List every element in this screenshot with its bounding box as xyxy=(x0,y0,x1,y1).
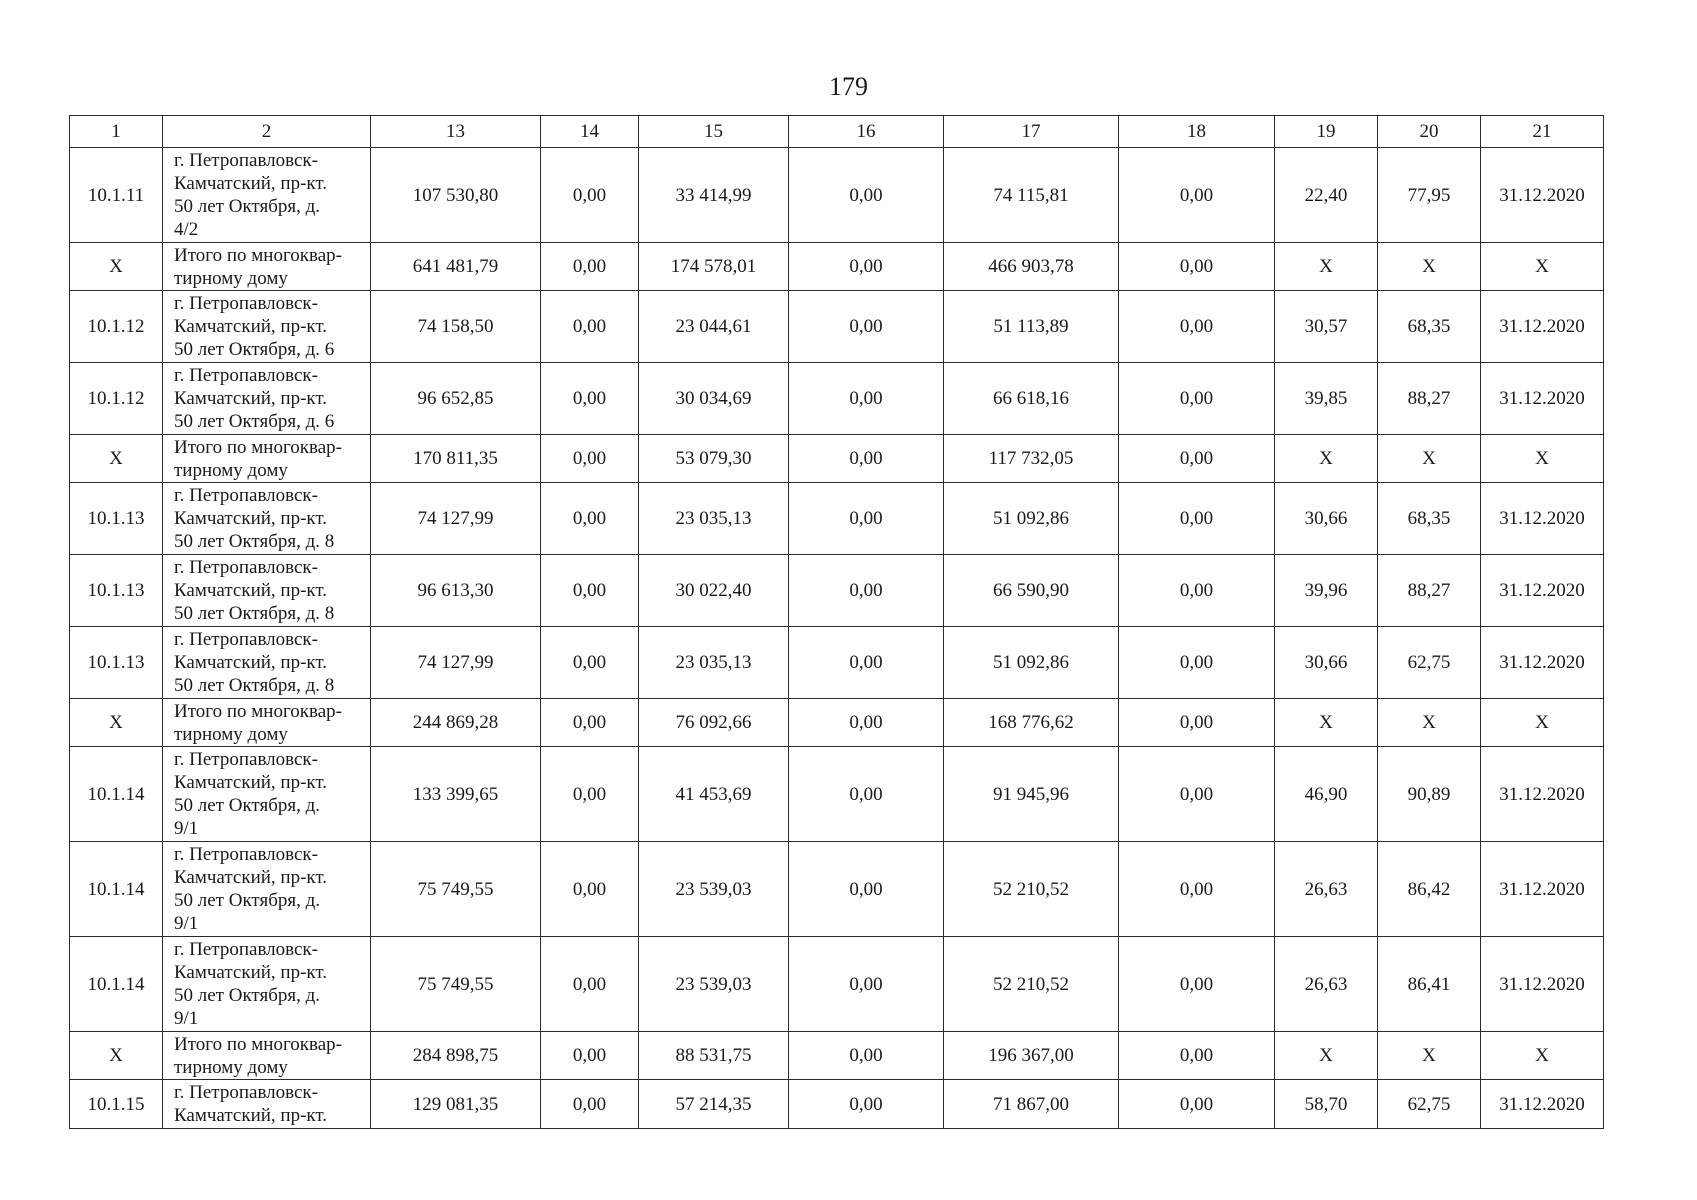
col16-cell: 0,00 xyxy=(789,363,944,435)
col16-cell: 0,00 xyxy=(789,483,944,555)
col20-cell: 86,42 xyxy=(1378,842,1481,937)
col17-cell: 52 210,52 xyxy=(944,842,1119,937)
table-row xyxy=(70,937,1604,1032)
address-cell: г. Петропавловск- Камчатский, пр-кт. 50 лет Октября, д. 8 xyxy=(163,555,371,627)
table-row xyxy=(70,627,1604,699)
date-cell: X xyxy=(1481,243,1604,291)
col15-cell: 23 044,61 xyxy=(639,291,789,363)
col16-cell: 0,00 xyxy=(789,1080,944,1129)
col17-cell: 196 367,00 xyxy=(944,1032,1119,1080)
col14-cell: 0,00 xyxy=(541,291,639,363)
col18-cell: 0,00 xyxy=(1119,148,1275,243)
col13-cell: 74 127,99 xyxy=(371,483,541,555)
col17-cell: 51 092,86 xyxy=(944,483,1119,555)
col13-cell: 170 811,35 xyxy=(371,435,541,483)
address-cell: Итого по многоквар- тирному дому xyxy=(163,435,371,483)
column-header-15: 15 xyxy=(639,116,789,148)
row-number-cell: 10.1.14 xyxy=(70,747,163,842)
col13-cell: 96 613,30 xyxy=(371,555,541,627)
col13-cell: 74 127,99 xyxy=(371,627,541,699)
col17-cell: 466 903,78 xyxy=(944,243,1119,291)
col20-cell: 77,95 xyxy=(1378,148,1481,243)
col15-cell: 23 539,03 xyxy=(639,842,789,937)
col19-cell: X xyxy=(1275,699,1378,747)
table-row xyxy=(70,148,1604,243)
column-header-2: 2 xyxy=(163,116,371,148)
col14-cell: 0,00 xyxy=(541,483,639,555)
row-number-cell: 10.1.13 xyxy=(70,555,163,627)
col16-cell: 0,00 xyxy=(789,627,944,699)
col17-cell: 168 776,62 xyxy=(944,699,1119,747)
col19-cell: 26,63 xyxy=(1275,937,1378,1032)
row-number-cell: 10.1.15 xyxy=(70,1080,163,1129)
col14-cell: 0,00 xyxy=(541,1080,639,1129)
col20-cell: 68,35 xyxy=(1378,483,1481,555)
date-cell: 31.12.2020 xyxy=(1481,363,1604,435)
column-header-1: 1 xyxy=(70,116,163,148)
column-header-17: 17 xyxy=(944,116,1119,148)
address-cell: г. Петропавловск- Камчатский, пр-кт. xyxy=(163,1080,371,1129)
col13-cell: 96 652,85 xyxy=(371,363,541,435)
col18-cell: 0,00 xyxy=(1119,842,1275,937)
col17-cell: 71 867,00 xyxy=(944,1080,1119,1129)
col16-cell: 0,00 xyxy=(789,291,944,363)
col15-cell: 23 539,03 xyxy=(639,937,789,1032)
col13-cell: 74 158,50 xyxy=(371,291,541,363)
header-row xyxy=(70,116,1604,148)
data-table xyxy=(69,115,1604,1129)
page-number: 179 xyxy=(829,72,868,101)
col14-cell: 0,00 xyxy=(541,243,639,291)
column-header-20: 20 xyxy=(1378,116,1481,148)
col19-cell: X xyxy=(1275,243,1378,291)
date-cell: 31.12.2020 xyxy=(1481,747,1604,842)
col20-cell: 68,35 xyxy=(1378,291,1481,363)
col18-cell: 0,00 xyxy=(1119,555,1275,627)
col14-cell: 0,00 xyxy=(541,148,639,243)
address-cell: г. Петропавловск- Камчатский, пр-кт. 50 лет Октября, д. 9/1 xyxy=(163,747,371,842)
col15-cell: 174 578,01 xyxy=(639,243,789,291)
table-row xyxy=(70,1032,1604,1080)
col18-cell: 0,00 xyxy=(1119,937,1275,1032)
col18-cell: 0,00 xyxy=(1119,363,1275,435)
col20-cell: X xyxy=(1378,243,1481,291)
col18-cell: 0,00 xyxy=(1119,483,1275,555)
col13-cell: 129 081,35 xyxy=(371,1080,541,1129)
row-number-cell: 10.1.13 xyxy=(70,627,163,699)
date-cell: X xyxy=(1481,435,1604,483)
row-number-cell: 10.1.13 xyxy=(70,483,163,555)
col14-cell: 0,00 xyxy=(541,627,639,699)
row-number-cell: 10.1.14 xyxy=(70,937,163,1032)
col14-cell: 0,00 xyxy=(541,699,639,747)
col16-cell: 0,00 xyxy=(789,747,944,842)
column-header-18: 18 xyxy=(1119,116,1275,148)
col14-cell: 0,00 xyxy=(541,555,639,627)
col19-cell: 22,40 xyxy=(1275,148,1378,243)
col15-cell: 88 531,75 xyxy=(639,1032,789,1080)
col15-cell: 30 022,40 xyxy=(639,555,789,627)
date-cell: 31.12.2020 xyxy=(1481,291,1604,363)
col19-cell: 39,96 xyxy=(1275,555,1378,627)
table-row xyxy=(70,747,1604,842)
col15-cell: 53 079,30 xyxy=(639,435,789,483)
column-header-14: 14 xyxy=(541,116,639,148)
row-number-cell: X xyxy=(70,435,163,483)
date-cell: 31.12.2020 xyxy=(1481,148,1604,243)
col17-cell: 66 618,16 xyxy=(944,363,1119,435)
col18-cell: 0,00 xyxy=(1119,627,1275,699)
col20-cell: 62,75 xyxy=(1378,627,1481,699)
col13-cell: 75 749,55 xyxy=(371,842,541,937)
col13-cell: 244 869,28 xyxy=(371,699,541,747)
date-cell: 31.12.2020 xyxy=(1481,1080,1604,1129)
col15-cell: 33 414,99 xyxy=(639,148,789,243)
table-row xyxy=(70,1080,1604,1129)
col14-cell: 0,00 xyxy=(541,363,639,435)
col14-cell: 0,00 xyxy=(541,747,639,842)
col18-cell: 0,00 xyxy=(1119,1032,1275,1080)
column-header-13: 13 xyxy=(371,116,541,148)
col13-cell: 641 481,79 xyxy=(371,243,541,291)
table-row xyxy=(70,291,1604,363)
col13-cell: 133 399,65 xyxy=(371,747,541,842)
col18-cell: 0,00 xyxy=(1119,243,1275,291)
col15-cell: 57 214,35 xyxy=(639,1080,789,1129)
row-number-cell: 10.1.12 xyxy=(70,363,163,435)
col17-cell: 91 945,96 xyxy=(944,747,1119,842)
col15-cell: 30 034,69 xyxy=(639,363,789,435)
date-cell: 31.12.2020 xyxy=(1481,842,1604,937)
col16-cell: 0,00 xyxy=(789,243,944,291)
col20-cell: X xyxy=(1378,435,1481,483)
address-cell: Итого по многоквар- тирному дому xyxy=(163,243,371,291)
col15-cell: 23 035,13 xyxy=(639,627,789,699)
col16-cell: 0,00 xyxy=(789,699,944,747)
col19-cell: 30,66 xyxy=(1275,483,1378,555)
col17-cell: 66 590,90 xyxy=(944,555,1119,627)
col13-cell: 107 530,80 xyxy=(371,148,541,243)
col15-cell: 76 092,66 xyxy=(639,699,789,747)
address-cell: г. Петропавловск- Камчатский, пр-кт. 50 лет Октября, д. 8 xyxy=(163,483,371,555)
date-cell: X xyxy=(1481,699,1604,747)
table-row xyxy=(70,555,1604,627)
table-row xyxy=(70,435,1604,483)
date-cell: 31.12.2020 xyxy=(1481,483,1604,555)
row-number-cell: X xyxy=(70,243,163,291)
col18-cell: 0,00 xyxy=(1119,747,1275,842)
col16-cell: 0,00 xyxy=(789,842,944,937)
col19-cell: 39,85 xyxy=(1275,363,1378,435)
col14-cell: 0,00 xyxy=(541,937,639,1032)
col18-cell: 0,00 xyxy=(1119,699,1275,747)
table-row xyxy=(70,363,1604,435)
table-row xyxy=(70,483,1604,555)
col18-cell: 0,00 xyxy=(1119,435,1275,483)
address-cell: г. Петропавловск- Камчатский, пр-кт. 50 лет Октября, д. 9/1 xyxy=(163,842,371,937)
address-cell: Итого по многоквар- тирному дому xyxy=(163,699,371,747)
column-header-19: 19 xyxy=(1275,116,1378,148)
row-number-cell: 10.1.14 xyxy=(70,842,163,937)
row-number-cell: X xyxy=(70,1032,163,1080)
col17-cell: 51 113,89 xyxy=(944,291,1119,363)
address-cell: Итого по многоквар- тирному дому xyxy=(163,1032,371,1080)
col19-cell: X xyxy=(1275,435,1378,483)
col16-cell: 0,00 xyxy=(789,1032,944,1080)
col16-cell: 0,00 xyxy=(789,148,944,243)
col17-cell: 51 092,86 xyxy=(944,627,1119,699)
col16-cell: 0,00 xyxy=(789,937,944,1032)
col18-cell: 0,00 xyxy=(1119,1080,1275,1129)
table-row xyxy=(70,243,1604,291)
col19-cell: 30,66 xyxy=(1275,627,1378,699)
col20-cell: 62,75 xyxy=(1378,1080,1481,1129)
col19-cell: 26,63 xyxy=(1275,842,1378,937)
col18-cell: 0,00 xyxy=(1119,291,1275,363)
col13-cell: 284 898,75 xyxy=(371,1032,541,1080)
col16-cell: 0,00 xyxy=(789,435,944,483)
col20-cell: X xyxy=(1378,699,1481,747)
col16-cell: 0,00 xyxy=(789,555,944,627)
col19-cell: 58,70 xyxy=(1275,1080,1378,1129)
address-cell: г. Петропавловск- Камчатский, пр-кт. 50 лет Октября, д. 9/1 xyxy=(163,937,371,1032)
col17-cell: 52 210,52 xyxy=(944,937,1119,1032)
col14-cell: 0,00 xyxy=(541,1032,639,1080)
col20-cell: 88,27 xyxy=(1378,363,1481,435)
col13-cell: 75 749,55 xyxy=(371,937,541,1032)
col14-cell: 0,00 xyxy=(541,435,639,483)
col19-cell: 46,90 xyxy=(1275,747,1378,842)
date-cell: 31.12.2020 xyxy=(1481,937,1604,1032)
col15-cell: 41 453,69 xyxy=(639,747,789,842)
col19-cell: 30,57 xyxy=(1275,291,1378,363)
address-cell: г. Петропавловск- Камчатский, пр-кт. 50 лет Октября, д. 4/2 xyxy=(163,148,371,243)
date-cell: 31.12.2020 xyxy=(1481,555,1604,627)
col20-cell: 88,27 xyxy=(1378,555,1481,627)
date-cell: 31.12.2020 xyxy=(1481,627,1604,699)
col19-cell: X xyxy=(1275,1032,1378,1080)
address-cell: г. Петропавловск- Камчатский, пр-кт. 50 лет Октября, д. 8 xyxy=(163,627,371,699)
table-row xyxy=(70,842,1604,937)
address-cell: г. Петропавловск- Камчатский, пр-кт. 50 лет Октября, д. 6 xyxy=(163,291,371,363)
row-number-cell: X xyxy=(70,699,163,747)
col14-cell: 0,00 xyxy=(541,842,639,937)
row-number-cell: 10.1.11 xyxy=(70,148,163,243)
col20-cell: 86,41 xyxy=(1378,937,1481,1032)
col20-cell: X xyxy=(1378,1032,1481,1080)
col17-cell: 74 115,81 xyxy=(944,148,1119,243)
col15-cell: 23 035,13 xyxy=(639,483,789,555)
date-cell: X xyxy=(1481,1032,1604,1080)
col20-cell: 90,89 xyxy=(1378,747,1481,842)
column-header-21: 21 xyxy=(1481,116,1604,148)
table-row xyxy=(70,699,1604,747)
col17-cell: 117 732,05 xyxy=(944,435,1119,483)
address-cell: г. Петропавловск- Камчатский, пр-кт. 50 лет Октября, д. 6 xyxy=(163,363,371,435)
row-number-cell: 10.1.12 xyxy=(70,291,163,363)
column-header-16: 16 xyxy=(789,116,944,148)
